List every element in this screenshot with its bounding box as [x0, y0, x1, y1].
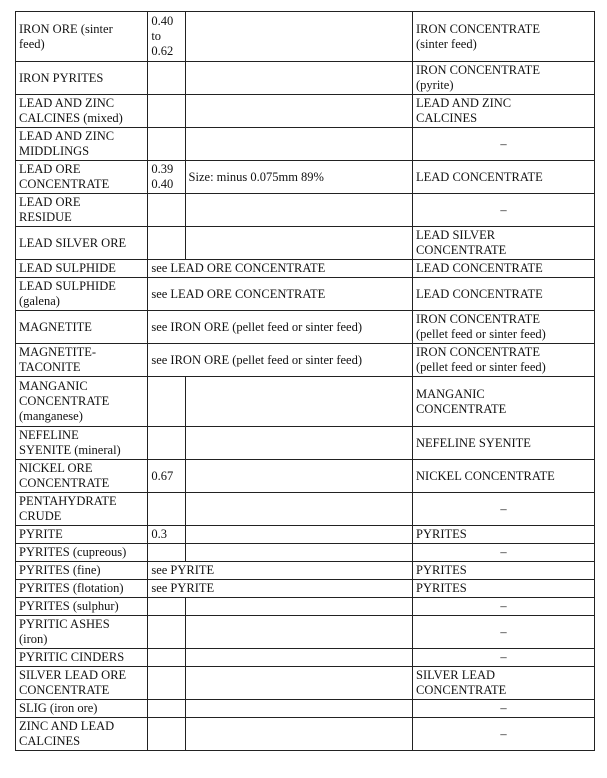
table-row — [16, 260, 595, 278]
material-name-cell: LEAD ORE CONCENTRATE — [16, 161, 148, 194]
group-cell: IRON CONCENTRATE (pellet feed or sinter feed) — [413, 311, 595, 344]
see-reference-cell: see PYRITE — [148, 562, 413, 580]
table-row — [16, 649, 595, 667]
table-row — [16, 667, 595, 700]
group-cell: NEFELINE SYENITE — [413, 427, 595, 460]
group-cell: NICKEL CONCENTRATE — [413, 460, 595, 493]
table-row — [16, 62, 595, 95]
table-row — [16, 278, 595, 311]
material-name-cell: NICKEL ORE CONCENTRATE — [16, 460, 148, 493]
group-cell: – — [413, 544, 595, 562]
see-reference-cell: see IRON ORE (pellet feed or sinter feed) — [148, 311, 413, 344]
remarks-cell — [185, 62, 412, 95]
material-name-cell: IRON PYRITES — [16, 62, 148, 95]
material-name-cell: LEAD SULPHIDE — [16, 260, 148, 278]
table-row — [16, 344, 595, 377]
remarks-cell — [185, 460, 412, 493]
table-row — [16, 311, 595, 344]
remarks-cell — [185, 194, 412, 227]
remarks-cell — [185, 493, 412, 526]
remarks-cell — [185, 700, 412, 718]
remarks-cell — [185, 427, 412, 460]
material-name-cell: MAGNETITE- TACONITE — [16, 344, 148, 377]
table-row — [16, 718, 595, 751]
material-name-cell: PYRITIC CINDERS — [16, 649, 148, 667]
remarks-cell — [185, 128, 412, 161]
material-name-cell: MANGANIC CONCENTRATE (manganese) — [16, 377, 148, 427]
material-name-cell: LEAD AND ZINC CALCINES (mixed) — [16, 95, 148, 128]
remarks-cell — [185, 227, 412, 260]
factor-cell — [148, 95, 185, 128]
group-cell: – — [413, 128, 595, 161]
material-name-cell: MAGNETITE — [16, 311, 148, 344]
factor-cell: 0.67 — [148, 460, 185, 493]
group-cell: IRON CONCENTRATE (pellet feed or sinter feed) — [413, 344, 595, 377]
table-row — [16, 460, 595, 493]
table-row — [16, 427, 595, 460]
material-name-cell: PYRITIC ASHES (iron) — [16, 616, 148, 649]
table-row — [16, 128, 595, 161]
factor-cell — [148, 62, 185, 95]
factor-cell: 0.40 to 0.62 — [148, 12, 185, 62]
table-row — [16, 580, 595, 598]
cargo-table-body — [16, 12, 595, 751]
material-name-cell: PYRITES (sulphur) — [16, 598, 148, 616]
factor-cell — [148, 377, 185, 427]
see-reference-cell: see IRON ORE (pellet feed or sinter feed) — [148, 344, 413, 377]
group-cell: – — [413, 194, 595, 227]
table-row — [16, 544, 595, 562]
material-name-cell: PENTAHYDRATE CRUDE — [16, 493, 148, 526]
factor-cell — [148, 544, 185, 562]
table-row — [16, 161, 595, 194]
group-cell: LEAD CONCENTRATE — [413, 278, 595, 311]
group-cell: LEAD CONCENTRATE — [413, 161, 595, 194]
see-reference-cell: see LEAD ORE CONCENTRATE — [148, 278, 413, 311]
group-cell: – — [413, 700, 595, 718]
factor-cell — [148, 616, 185, 649]
table-row — [16, 598, 595, 616]
group-cell: IRON CONCENTRATE (pyrite) — [413, 62, 595, 95]
group-cell: LEAD AND ZINC CALCINES — [413, 95, 595, 128]
cargo-table — [15, 11, 595, 751]
remarks-cell — [185, 616, 412, 649]
factor-cell — [148, 493, 185, 526]
group-cell: MANGANIC CONCENTRATE — [413, 377, 595, 427]
factor-cell: 0.39 0.40 — [148, 161, 185, 194]
table-row — [16, 616, 595, 649]
group-cell: – — [413, 718, 595, 751]
see-reference-cell: see PYRITE — [148, 580, 413, 598]
remarks-cell — [185, 598, 412, 616]
material-name-cell: IRON ORE (sinter feed) — [16, 12, 148, 62]
remarks-cell — [185, 95, 412, 128]
factor-cell — [148, 128, 185, 161]
material-name-cell: LEAD ORE RESIDUE — [16, 194, 148, 227]
remarks-cell — [185, 544, 412, 562]
group-cell: LEAD SILVER CONCENTRATE — [413, 227, 595, 260]
factor-cell — [148, 598, 185, 616]
group-cell: LEAD CONCENTRATE — [413, 260, 595, 278]
remarks-cell: Size: minus 0.075mm 89% — [185, 161, 412, 194]
factor-cell — [148, 667, 185, 700]
group-cell: – — [413, 649, 595, 667]
group-cell: PYRITES — [413, 580, 595, 598]
material-name-cell: NEFELINE SYENITE (mineral) — [16, 427, 148, 460]
remarks-cell — [185, 718, 412, 751]
group-cell: – — [413, 598, 595, 616]
remarks-cell — [185, 667, 412, 700]
remarks-cell — [185, 377, 412, 427]
table-row — [16, 493, 595, 526]
group-cell: PYRITES — [413, 526, 595, 544]
table-row — [16, 700, 595, 718]
material-name-cell: SILVER LEAD ORE CONCENTRATE — [16, 667, 148, 700]
material-name-cell: LEAD SILVER ORE — [16, 227, 148, 260]
group-cell: SILVER LEAD CONCENTRATE — [413, 667, 595, 700]
remarks-cell — [185, 12, 412, 62]
material-name-cell: PYRITES (cupreous) — [16, 544, 148, 562]
material-name-cell: PYRITES (flotation) — [16, 580, 148, 598]
material-name-cell: PYRITES (fine) — [16, 562, 148, 580]
factor-cell — [148, 227, 185, 260]
material-name-cell: LEAD AND ZINC MIDDLINGS — [16, 128, 148, 161]
table-row — [16, 95, 595, 128]
remarks-cell — [185, 526, 412, 544]
group-cell: – — [413, 616, 595, 649]
table-row — [16, 526, 595, 544]
group-cell: – — [413, 493, 595, 526]
material-name-cell: LEAD SULPHIDE (galena) — [16, 278, 148, 311]
table-row — [16, 227, 595, 260]
factor-cell: 0.3 — [148, 526, 185, 544]
remarks-cell — [185, 649, 412, 667]
table-row — [16, 562, 595, 580]
factor-cell — [148, 700, 185, 718]
table-row — [16, 12, 595, 62]
factor-cell — [148, 427, 185, 460]
material-name-cell: PYRITE — [16, 526, 148, 544]
table-row — [16, 377, 595, 427]
factor-cell — [148, 718, 185, 751]
factor-cell — [148, 649, 185, 667]
material-name-cell: SLIG (iron ore) — [16, 700, 148, 718]
material-name-cell: ZINC AND LEAD CALCINES — [16, 718, 148, 751]
group-cell: IRON CONCENTRATE (sinter feed) — [413, 12, 595, 62]
table-row — [16, 194, 595, 227]
factor-cell — [148, 194, 185, 227]
group-cell: PYRITES — [413, 562, 595, 580]
see-reference-cell: see LEAD ORE CONCENTRATE — [148, 260, 413, 278]
